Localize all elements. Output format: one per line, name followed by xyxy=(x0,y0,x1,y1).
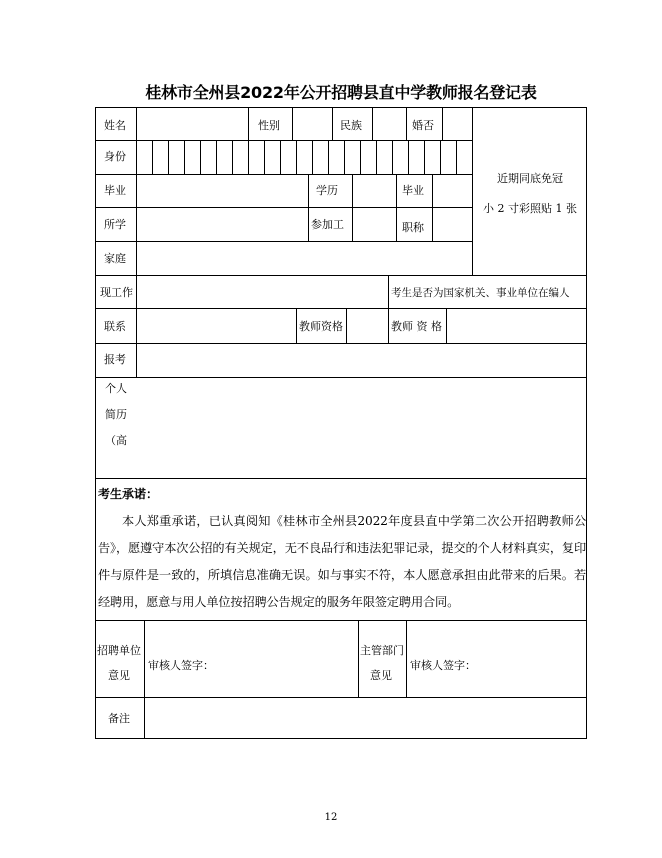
label-name: 姓名 xyxy=(104,119,126,132)
label-resume xyxy=(105,376,135,460)
page-number: 12 xyxy=(324,812,338,823)
label-teacher-cert-2: 教师 资 格 xyxy=(391,320,442,333)
label-work-start: 参加工 xyxy=(311,218,344,231)
label-remarks: 备注 xyxy=(108,712,130,725)
label-graduate: 毕业 xyxy=(104,184,126,197)
label-supervisor-dept: 主管部门 xyxy=(360,644,404,657)
label-is-staff: 考生是否为国家机关、事业单位在编人 xyxy=(391,287,570,299)
photo-note-line-1: 近期同底免冠 xyxy=(497,172,563,185)
page-title: 桂林市全州县2022年公开招聘县直中学教师报名登记表 xyxy=(145,83,537,102)
label-hiring-unit: 招聘单位 xyxy=(97,644,141,657)
resume-line-3: （高 xyxy=(105,434,127,447)
registration-form xyxy=(95,107,587,739)
label-opinion: 意见 xyxy=(108,669,130,682)
pledge-heading: 考生承诺： xyxy=(98,487,159,501)
photo-note-line-2: 小 2 寸彩照贴 1 张 xyxy=(483,202,577,215)
resume-line-2: 简历 xyxy=(105,408,127,421)
label-major: 所学 xyxy=(104,218,126,231)
label-ethnicity: 民族 xyxy=(340,119,362,132)
label-graduate-2: 毕业 xyxy=(402,184,424,197)
label-contact: 联系 xyxy=(104,320,126,333)
label-title-rank: 职称 xyxy=(402,221,424,234)
label-current-work: 现工作 xyxy=(100,286,133,299)
pledge-body: 本人郑重承诺，已认真阅知《桂林市全州县2022年度县直中学第二次公开招聘教师公告》，愿遵守本次公招的有关规定，无不良品行和违法犯罪记录，提交的个人材料真实，复印件与原件是一致的，所填信息准确无误。如与事实不符，本人愿意承担由此带来的后果。若经聘用，愿意与用人单位按招聘公告规定的服务年限签定聘用合同。 xyxy=(98,514,586,609)
label-opinion-2: 意见 xyxy=(370,669,392,682)
label-gender: 性别 xyxy=(258,119,280,132)
label-family: 家庭 xyxy=(104,252,126,265)
label-reviewer-sign-2: 审核人签字： xyxy=(410,659,476,672)
photo-note xyxy=(473,164,587,224)
label-apply: 报考 xyxy=(104,353,126,366)
label-reviewer-sign: 审核人签字： xyxy=(148,659,214,672)
label-marital: 婚否 xyxy=(412,119,434,132)
label-degree: 学历 xyxy=(316,184,338,197)
resume-line-1: 个人 xyxy=(105,382,127,395)
label-id: 身份 xyxy=(104,150,126,163)
label-teacher-cert: 教师资格 xyxy=(299,320,343,333)
